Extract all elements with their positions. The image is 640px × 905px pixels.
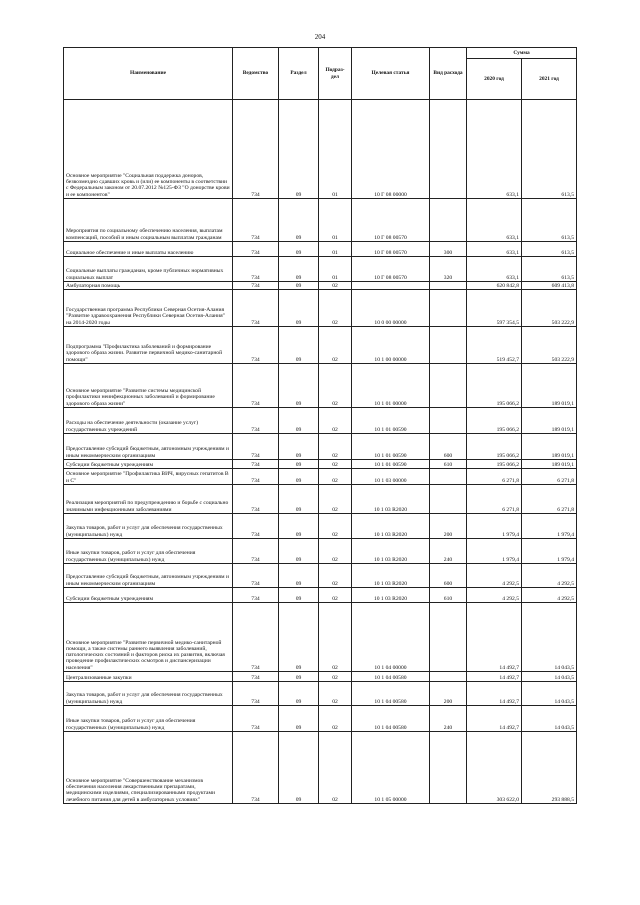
row-name: Иные закупки товаров, работ и услуг для обеспечения государственных (муниципальных) нужд [64, 706, 233, 732]
table-row [64, 469, 577, 485]
row-subsection: 02 [319, 485, 352, 514]
row-section: 09 [279, 282, 319, 290]
row-value-2021: 4 292,5 [522, 588, 577, 603]
row-section: 09 [279, 682, 319, 706]
col-header-2021: 2021 год [522, 59, 577, 100]
row-dept: 734 [233, 706, 279, 732]
table-row [64, 564, 577, 588]
row-name: Основное мероприятие "Социальная поддержка доноров, безвозмездно сдавших кровь и (или) ее компоненты в соответствии с Федеральным законом от 20.07.2012 №125-ФЗ "О донорстве крови и ее компонентов" [64, 100, 233, 199]
row-exp-type [430, 364, 467, 408]
row-section: 09 [279, 242, 319, 257]
row-dept: 734 [233, 682, 279, 706]
row-name: Основное мероприятие "Профилактика ВИЧ, вирусных гепатитов В и С" [64, 469, 233, 485]
row-exp-type: 610 [430, 588, 467, 603]
row-name: Субсидии бюджетным учреждениям [64, 460, 233, 469]
row-exp-type: 240 [430, 539, 467, 564]
row-target: 10 1 04 00580 [352, 672, 430, 682]
row-value-2021: 1 979,4 [522, 539, 577, 564]
row-value-2020: 633,1 [467, 199, 522, 242]
row-subsection: 02 [319, 603, 352, 672]
row-name: Амбулаторная помощь [64, 282, 233, 290]
row-value-2021: 613,5 [522, 242, 577, 257]
row-subsection: 02 [319, 682, 352, 706]
row-section: 09 [279, 706, 319, 732]
row-section: 09 [279, 257, 319, 282]
row-target: 10 1 01 00590 [352, 408, 430, 434]
row-name: Подпрограмма "Профилактика заболеваний и формирование здорового образа жизни. Развитие первичной медико-санитарной помощи" [64, 327, 233, 364]
table-row [64, 199, 577, 242]
row-exp-type [430, 199, 467, 242]
row-exp-type: 300 [430, 242, 467, 257]
row-exp-type [430, 672, 467, 682]
row-subsection: 01 [319, 199, 352, 242]
row-value-2021: 609 413,8 [522, 282, 577, 290]
row-value-2020: 14 492,7 [467, 706, 522, 732]
row-section: 09 [279, 469, 319, 485]
row-exp-type [430, 290, 467, 327]
row-subsection: 02 [319, 408, 352, 434]
row-exp-type: 600 [430, 564, 467, 588]
row-section: 09 [279, 485, 319, 514]
row-dept: 734 [233, 327, 279, 364]
row-dept: 734 [233, 199, 279, 242]
row-dept: 734 [233, 257, 279, 282]
col-header-dept: Ведомство [233, 48, 279, 100]
row-name: Мероприятия по социальному обеспечению населения, выплатам компенсаций, пособий и иным социальным выплатам гражданам [64, 199, 233, 242]
row-subsection: 02 [319, 514, 352, 539]
row-name: Основное мероприятие "Развитие первичной медико-санитарной помощи, а также системы раннего выявления заболеваний, патологических состояний и факторов риска их развития, включая проведение профилактических осмотров и диспансеризации населения" [64, 603, 233, 672]
row-value-2020: 6 271,8 [467, 485, 522, 514]
row-target: 10 1 03 R2020 [352, 485, 430, 514]
row-value-2021: 1 979,4 [522, 514, 577, 539]
row-section: 09 [279, 364, 319, 408]
row-value-2021: 189 019,1 [522, 460, 577, 469]
row-dept: 734 [233, 100, 279, 199]
row-value-2021: 14 043,5 [522, 603, 577, 672]
row-target: 10 0 00 00000 [352, 290, 430, 327]
row-value-2021: 4 292,5 [522, 564, 577, 588]
row-target: 10 1 03 R2020 [352, 514, 430, 539]
row-target: 10 1 03 00000 [352, 469, 430, 485]
row-dept: 734 [233, 434, 279, 460]
table-row [64, 682, 577, 706]
row-subsection: 02 [319, 434, 352, 460]
row-value-2021: 293 888,5 [522, 732, 577, 804]
row-value-2021: 613,5 [522, 100, 577, 199]
row-exp-type [430, 327, 467, 364]
row-value-2020: 1 979,4 [467, 539, 522, 564]
row-subsection: 02 [319, 364, 352, 408]
row-dept: 734 [233, 485, 279, 514]
row-dept: 734 [233, 469, 279, 485]
row-subsection: 02 [319, 469, 352, 485]
row-exp-type [430, 100, 467, 199]
page-number: 204 [314, 33, 326, 41]
col-header-target: Целевая статья [352, 48, 430, 100]
row-value-2020: 195 066,2 [467, 460, 522, 469]
col-header-subsection: Подраз- дел [319, 48, 352, 100]
row-exp-type [430, 732, 467, 804]
row-dept: 734 [233, 672, 279, 682]
row-name: Основное мероприятие "Совершенствование механизмов обеспечения населения лекарственными препаратами, медицинскими изделиями, специализированными продуктами лечебного питания для детей в амбулаторных условиях" [64, 732, 233, 804]
row-dept: 734 [233, 732, 279, 804]
row-dept: 734 [233, 460, 279, 469]
row-target: 10 Г 08 00570 [352, 242, 430, 257]
row-section: 09 [279, 732, 319, 804]
row-value-2020: 195 066,2 [467, 434, 522, 460]
row-dept: 734 [233, 408, 279, 434]
row-value-2020: 14 492,7 [467, 672, 522, 682]
row-dept: 734 [233, 290, 279, 327]
table-row [64, 485, 577, 514]
budget-table [63, 47, 577, 804]
row-name: Социальное обеспечение и иные выплаты населению [64, 242, 233, 257]
row-dept: 734 [233, 282, 279, 290]
row-section: 09 [279, 199, 319, 242]
row-name: Расходы на обеспечение деятельности (оказание услуг) государственных учреждений [64, 408, 233, 434]
col-header-sum: Сумма [467, 48, 577, 59]
row-name: Реализация мероприятий по предупреждению и борьбе с социально значимыми инфекционными заболеваниями [64, 485, 233, 514]
row-subsection: 01 [319, 100, 352, 199]
col-header-name: Наименование [64, 48, 233, 100]
row-target: 10 1 03 R2020 [352, 588, 430, 603]
col-header-section: Раздел [279, 48, 319, 100]
row-name: Предоставление субсидий бюджетным, автономным учреждениям и иным некоммерческим организациям [64, 564, 233, 588]
row-value-2021: 14 043,5 [522, 672, 577, 682]
row-target: 10 1 04 00580 [352, 682, 430, 706]
row-section: 09 [279, 603, 319, 672]
table-row [64, 282, 577, 290]
row-target [352, 282, 430, 290]
row-value-2021: 14 043,5 [522, 706, 577, 732]
row-section: 09 [279, 539, 319, 564]
row-target: 10 Г 08 00570 [352, 199, 430, 242]
row-dept: 734 [233, 242, 279, 257]
row-value-2021: 503 222,9 [522, 290, 577, 327]
table-row [64, 514, 577, 539]
table-row [64, 588, 577, 603]
row-name: Социальные выплаты гражданам, кроме публичных нормативных социальных выплат [64, 257, 233, 282]
row-exp-type [430, 603, 467, 672]
row-name: Государственная программа Республики Северная Осетия-Алания "Развитие здравоохранения Республики Северная Осетия-Алания" на 2014-2020 годы [64, 290, 233, 327]
row-exp-type: 240 [430, 706, 467, 732]
row-value-2021: 6 271,8 [522, 485, 577, 514]
row-exp-type: 610 [430, 460, 467, 469]
row-subsection: 02 [319, 539, 352, 564]
col-header-exp-type: Вид расхода [430, 48, 467, 100]
row-subsection: 01 [319, 257, 352, 282]
row-target: 10 1 00 00000 [352, 327, 430, 364]
row-name: Иные закупки товаров, работ и услуг для обеспечения государственных (муниципальных) нужд [64, 539, 233, 564]
row-subsection: 02 [319, 588, 352, 603]
row-target: 10 Г 08 00000 [352, 100, 430, 199]
row-subsection: 02 [319, 282, 352, 290]
row-section: 09 [279, 100, 319, 199]
row-exp-type: 600 [430, 434, 467, 460]
row-target: 10 1 01 00590 [352, 434, 430, 460]
row-name: Субсидии бюджетным учреждениям [64, 588, 233, 603]
row-target: 10 Г 08 00570 [352, 257, 430, 282]
row-value-2021: 14 043,5 [522, 682, 577, 706]
row-dept: 734 [233, 603, 279, 672]
row-value-2020: 303 622,0 [467, 732, 522, 804]
row-value-2021: 189 019,1 [522, 408, 577, 434]
row-value-2021: 189 019,1 [522, 364, 577, 408]
row-value-2020: 14 492,7 [467, 603, 522, 672]
row-subsection: 02 [319, 327, 352, 364]
row-section: 09 [279, 588, 319, 603]
row-value-2020: 4 292,5 [467, 564, 522, 588]
table-row [64, 290, 577, 327]
table-row [64, 434, 577, 460]
col-header-2020: 2020 год [467, 59, 522, 100]
row-exp-type [430, 469, 467, 485]
row-exp-type [430, 282, 467, 290]
row-value-2020: 597 354,5 [467, 290, 522, 327]
table-row [64, 539, 577, 564]
table-body [64, 100, 577, 804]
row-name: Закупка товаров, работ и услуг для обеспечения государственных (муниципальных) нужд [64, 514, 233, 539]
row-section: 09 [279, 327, 319, 364]
row-target: 10 1 04 00580 [352, 706, 430, 732]
row-section: 09 [279, 434, 319, 460]
row-name: Централизованные закупки [64, 672, 233, 682]
row-value-2020: 4 292,5 [467, 588, 522, 603]
row-dept: 734 [233, 539, 279, 564]
table-row [64, 603, 577, 672]
row-dept: 734 [233, 514, 279, 539]
row-dept: 734 [233, 364, 279, 408]
row-subsection: 01 [319, 242, 352, 257]
row-dept: 734 [233, 564, 279, 588]
row-target: 10 1 04 00000 [352, 603, 430, 672]
row-subsection: 02 [319, 460, 352, 469]
row-dept: 734 [233, 588, 279, 603]
row-section: 09 [279, 672, 319, 682]
row-value-2021: 503 222,9 [522, 327, 577, 364]
row-exp-type: 200 [430, 682, 467, 706]
row-value-2021: 6 271,8 [522, 469, 577, 485]
row-target: 10 1 03 R2020 [352, 539, 430, 564]
row-value-2020: 14 492,7 [467, 682, 522, 706]
row-section: 09 [279, 564, 319, 588]
row-value-2020: 633,1 [467, 242, 522, 257]
table-row [64, 672, 577, 682]
row-exp-type [430, 408, 467, 434]
row-value-2020: 6 271,8 [467, 469, 522, 485]
row-name: Основное мероприятие "Развитие системы медицинской профилактики неинфекционных заболеваний и формирование здорового образа жизни" [64, 364, 233, 408]
row-value-2020: 195 066,2 [467, 408, 522, 434]
table-row [64, 460, 577, 469]
table-row [64, 364, 577, 408]
row-value-2021: 613,5 [522, 199, 577, 242]
row-value-2021: 189 019,1 [522, 434, 577, 460]
row-section: 09 [279, 408, 319, 434]
row-subsection: 02 [319, 672, 352, 682]
table-row [64, 242, 577, 257]
table-row [64, 257, 577, 282]
table-row [64, 327, 577, 364]
row-value-2020: 633,1 [467, 100, 522, 199]
row-section: 09 [279, 460, 319, 469]
row-section: 09 [279, 290, 319, 327]
row-value-2020: 1 979,4 [467, 514, 522, 539]
table-row [64, 706, 577, 732]
row-target: 10 1 03 R2020 [352, 564, 430, 588]
row-exp-type [430, 485, 467, 514]
row-target: 10 1 01 00590 [352, 460, 430, 469]
row-value-2020: 519 452,7 [467, 327, 522, 364]
row-section: 09 [279, 514, 319, 539]
row-subsection: 02 [319, 706, 352, 732]
row-subsection: 02 [319, 564, 352, 588]
row-exp-type: 200 [430, 514, 467, 539]
row-subsection: 02 [319, 732, 352, 804]
table-row [64, 100, 577, 199]
row-value-2020: 620 842,8 [467, 282, 522, 290]
row-target: 10 1 05 00000 [352, 732, 430, 804]
row-value-2021: 613,5 [522, 257, 577, 282]
row-exp-type: 320 [430, 257, 467, 282]
row-value-2020: 633,1 [467, 257, 522, 282]
row-subsection: 02 [319, 290, 352, 327]
row-name: Предоставление субсидий бюджетным, автономным учреждениям и иным некоммерческим организациям [64, 434, 233, 460]
table-row [64, 408, 577, 434]
row-target: 10 1 01 00000 [352, 364, 430, 408]
table-row [64, 732, 577, 804]
row-name: Закупка товаров, работ и услуг для обеспечения государственных (муниципальных) нужд [64, 682, 233, 706]
row-value-2020: 195 066,2 [467, 364, 522, 408]
